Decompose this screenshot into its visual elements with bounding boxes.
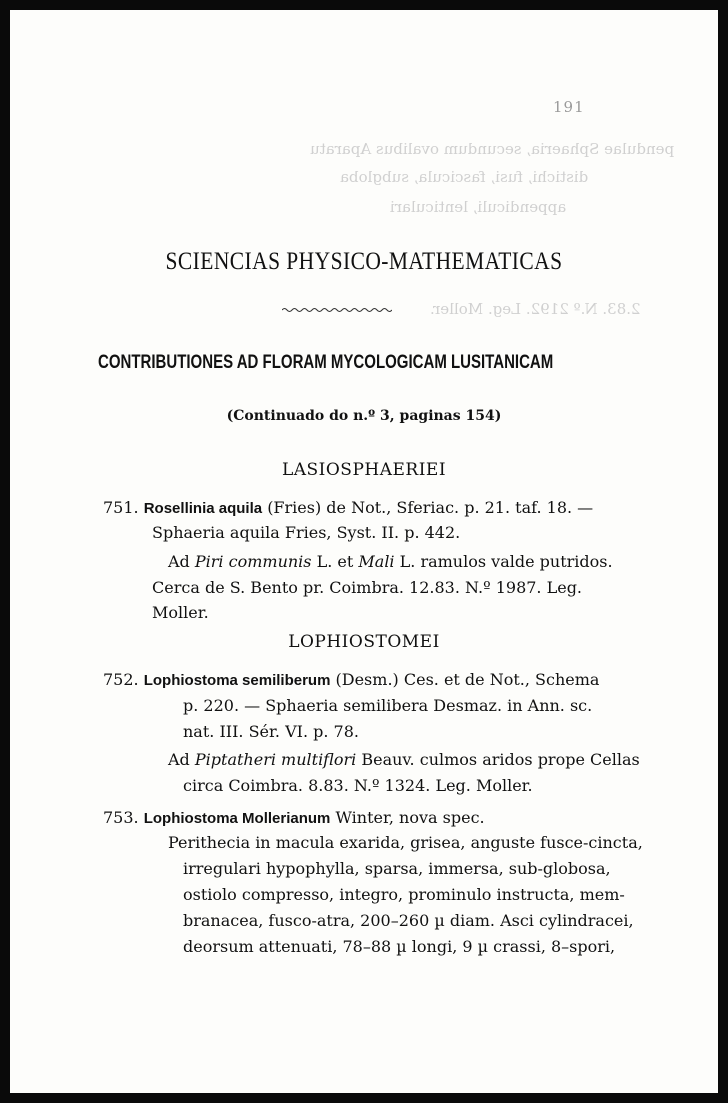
- habitat-text: L. ramulos valde putridos.: [399, 552, 613, 571]
- host-name: Piptatheri multiflori: [194, 750, 357, 769]
- bleed-through-line: distichi, fusi, fascicula, subgloba: [340, 168, 589, 186]
- host-name: Piri communis: [194, 552, 312, 571]
- description-line: branacea, fusco-atra, 200–260 µ diam. Asci cylindracei,: [183, 911, 634, 930]
- synonym-line: p. 220. — Sphaeria semilibera Desmaz. in Ann. sc.: [183, 696, 593, 715]
- bleed-through-line: 2.83. N.º 2192. Leg. Moller.: [430, 300, 641, 318]
- habitat-prefix: Ad: [168, 750, 190, 769]
- bleed-through-line: pendulae Sphaeria, secundum ovalibus Aparatu: [310, 140, 675, 158]
- habitat-text: L. et: [316, 552, 354, 571]
- description-line: ostiolo compresso, integro, prominulo instructa, mem-: [183, 885, 625, 904]
- family-heading-lophiostomei: LOPHIOSTOMEI: [288, 632, 440, 652]
- species-name: Lophiostoma Mollerianum: [143, 810, 331, 827]
- habitat-text: Beauv. culmos aridos prope Cellas: [361, 750, 640, 769]
- family-heading-lasiosphaeriei: LASIOSPHAERIEI: [281, 460, 447, 480]
- continuation-note: (Continuado do n.º 3, paginas 154): [226, 408, 502, 424]
- description-line: Perithecia in macula exarida, grisea, anguste fusce-cincta,: [168, 833, 643, 852]
- entry-line: [103, 808, 485, 829]
- species-name: Lophiostoma semiliberum: [143, 672, 331, 689]
- wavy-rule-ornament: [282, 306, 392, 314]
- reference-line: nat. III. Sér. VI. p. 78.: [183, 722, 359, 741]
- locality-line: Cerca de S. Bento pr. Coimbra. 12.83. N.º 1987. Leg.: [152, 578, 583, 597]
- entry-number: 752.: [103, 670, 139, 689]
- description-line: irregulari hypophylla, sparsa, immersa, sub-globosa,: [183, 859, 611, 878]
- article-title: CONTRIBUTIONES AD FLORAM MYCOLOGICAM LUSITANICAM: [98, 352, 554, 373]
- description-line: deorsum attenuati, 78–88 µ longi, 9 µ crassi, 8–spori,: [183, 937, 616, 956]
- entry-number: 753.: [103, 808, 139, 827]
- page-number: 191: [553, 98, 585, 116]
- locality-line: circa Coimbra. 8.83. N.º 1324. Leg. Moller.: [183, 776, 533, 795]
- citation: (Fries) de Not., Sferiac. p. 21. taf. 18. —: [267, 498, 594, 517]
- species-name: Rosellinia aquila: [143, 500, 263, 517]
- page: [10, 10, 718, 1093]
- habitat-line: [168, 552, 613, 572]
- synonym-line: Sphaeria aquila Fries, Syst. II. p. 442.: [152, 523, 461, 542]
- section-title: SCIENCIAS PHYSICO-MATHEMATICAS: [165, 248, 563, 275]
- citation: Winter, nova spec.: [335, 808, 485, 827]
- habitat-line: [168, 750, 640, 770]
- entry-line: [103, 670, 599, 691]
- collector-line: Moller.: [152, 603, 209, 622]
- entry-number: 751.: [103, 498, 139, 517]
- entry-line: [103, 498, 593, 519]
- bleed-through-line: appendiculi, lenticulari: [390, 198, 567, 216]
- host-name: Mali: [358, 552, 395, 571]
- habitat-prefix: Ad: [168, 552, 190, 571]
- citation: (Desm.) Ces. et de Not., Schema: [335, 670, 600, 689]
